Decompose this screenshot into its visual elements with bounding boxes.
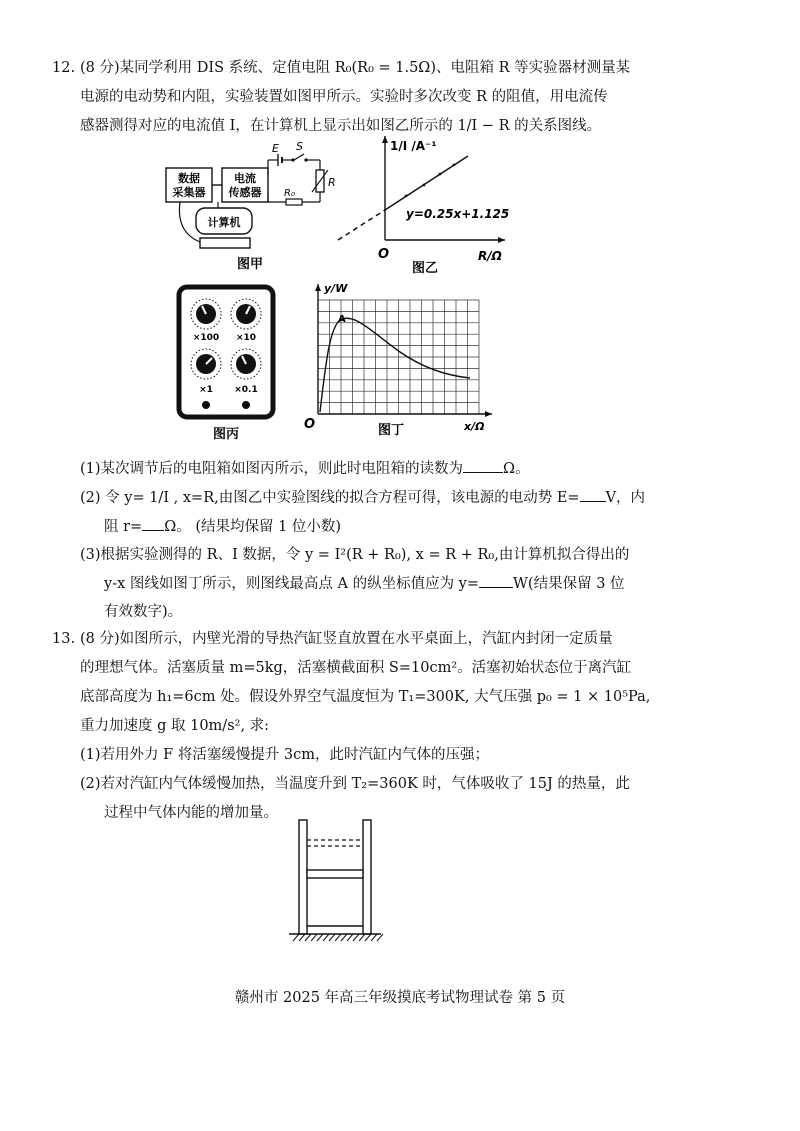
- hatch-line: [371, 934, 377, 941]
- q12-line-1: (8 分)某同学利用 DIS 系统、定值电阻 R₀(R₀ = 1.5Ω)、电阻箱 R 等实验器材测量某: [80, 60, 631, 76]
- q12-sub1-text: (1)某次调节后的电阻箱如图丙所示，则此时电阻箱的读数为: [80, 461, 464, 477]
- figure-cylinder: [285, 814, 385, 944]
- q13-line-7: 过程中气体内能的增加量。: [104, 805, 278, 821]
- hatch-line: [299, 934, 305, 941]
- q12-line-3: 感器测得对应的电流值 I，在计算机上显示出如图乙所示的 1/I − R 的关系图线。: [80, 118, 602, 134]
- q12-sub3-b-text: y-x 图线如图丁所示，则图线最高点 A 的纵坐标值应为 y=: [104, 576, 480, 592]
- answer-blank-r[interactable]: [142, 516, 164, 531]
- ding-curve: [320, 318, 470, 412]
- hatch-line: [305, 934, 311, 941]
- q12-sub3-b: [104, 573, 625, 594]
- current-sensor-label: 电流: [234, 172, 256, 185]
- figure-yi-caption: 图乙: [412, 261, 439, 276]
- figure-ding-caption: 图丁: [378, 423, 405, 438]
- q12-sub2-a: [80, 487, 645, 508]
- current-sensor-label-2: 传感器: [228, 186, 262, 199]
- terminal-right-icon: [242, 401, 250, 409]
- hatch-line: [353, 934, 359, 941]
- q12-number: 12.: [52, 60, 76, 76]
- hatch-line: [311, 934, 317, 941]
- ding-xlabel: x/Ω: [464, 420, 485, 433]
- dial-x100-label: ×100: [192, 333, 220, 343]
- q12-sub2-b-text: 阻 r=: [104, 519, 143, 535]
- page-footer: 赣州市 2025 年高三年级摸底考试物理试卷 第 5 页: [234, 990, 566, 1006]
- figure-bing-resistance-box: [176, 284, 276, 444]
- hatch-line: [293, 934, 299, 941]
- hatch-line: [365, 934, 371, 941]
- computer-label: 计算机: [207, 216, 241, 229]
- hatch-line: [377, 934, 383, 941]
- dial-x10-label: ×10: [235, 333, 257, 343]
- yi-ylabel: 1/I /A⁻¹: [390, 139, 437, 153]
- data-collector-label-2: 采集器: [172, 186, 206, 199]
- q13-line-3: 底部高度为 h₁=6cm 处。假设外界空气温度恒为 T₁=300K, 大气压强 p₀ = 1 × 10⁵Pa,: [80, 689, 651, 705]
- q13-line-1: (8 分)如图所示，内壁光滑的导热汽缸竖直放置在水平桌面上，汽缸内封闭一定质量: [80, 631, 613, 647]
- figure-yi-graph: [330, 132, 510, 280]
- ding-peak-label: A: [338, 314, 346, 325]
- q12-sub1: [80, 458, 530, 479]
- q12-sub3-b-end: W(结果保留 3 位: [513, 576, 625, 592]
- hatch-line: [323, 934, 329, 941]
- hatch-line: [317, 934, 323, 941]
- figure-jia-circuit: [160, 140, 340, 275]
- hatch-line: [359, 934, 365, 941]
- answer-blank-1[interactable]: [463, 458, 503, 473]
- q12-sub2-b-end: Ω。 (结果均保留 1 位小数): [164, 519, 342, 535]
- figure-bing-caption: 图丙: [212, 427, 240, 442]
- q12-sub2-a-end: V，内: [605, 490, 646, 506]
- hatch-line: [335, 934, 341, 941]
- answer-blank-E[interactable]: [580, 487, 606, 502]
- q13-line-6: (2)若对汽缸内气体缓慢加热，当温度升到 T₂=360K 时，气体吸收了 15J 的热量，此: [80, 776, 630, 792]
- q13-line-4: 重力加速度 g 取 10m/s², 求:: [80, 718, 270, 734]
- ding-origin: O: [304, 417, 316, 432]
- hatch-line: [347, 934, 353, 941]
- answer-blank-y[interactable]: [479, 573, 513, 588]
- dial-x1-label: ×1: [199, 385, 213, 395]
- terminal-left-icon: [202, 401, 210, 409]
- label-R: R: [328, 176, 336, 189]
- q12-sub1-end: Ω。: [503, 461, 530, 477]
- figure-ding-graph: [300, 280, 500, 440]
- dial-x0-1-label: ×0.1: [234, 385, 258, 395]
- yi-origin: O: [378, 247, 390, 262]
- q13-line-2: 的理想气体。活塞质量 m=5kg，活塞横截面积 S=10cm²。活塞初始状态位于离汽缸: [80, 660, 632, 676]
- piston: [307, 870, 363, 878]
- figure-jia-caption: 图甲: [236, 257, 264, 272]
- data-collector-label: 数据: [178, 172, 200, 185]
- label-E: E: [272, 142, 279, 155]
- ground-hatch: [293, 934, 383, 941]
- label-R0: R₀: [284, 188, 295, 199]
- q13-number: 13.: [52, 631, 76, 647]
- label-S: S: [296, 140, 303, 153]
- hatch-line: [329, 934, 335, 941]
- ding-ylabel: y/W: [324, 282, 348, 295]
- q12-sub3-a: (3)根据实验测得的 R、I 数据，令 y = I²(R + R₀), x = R + R₀,由计算机拟合得出的: [80, 547, 630, 563]
- q12-sub3-c: 有效数字)。: [104, 604, 183, 620]
- q12-line-2: 电源的电动势和内阻，实验装置如图甲所示。实验时多次改变 R 的阻值，用电流传: [80, 89, 608, 105]
- q13-line-5: (1)若用外力 F 将活塞缓慢提升 3cm，此时汽缸内气体的压强；: [80, 747, 490, 763]
- hatch-line: [341, 934, 347, 941]
- yi-xlabel: R/Ω: [478, 249, 502, 263]
- q12-sub2-b: [104, 516, 341, 537]
- q12-sub2-a-text: (2) 令 y= 1/I , x=R,由图乙中实验图线的拟合方程可得，该电源的电动势 E=: [80, 490, 580, 506]
- yi-equation: y=0.25x+1.125: [406, 207, 510, 221]
